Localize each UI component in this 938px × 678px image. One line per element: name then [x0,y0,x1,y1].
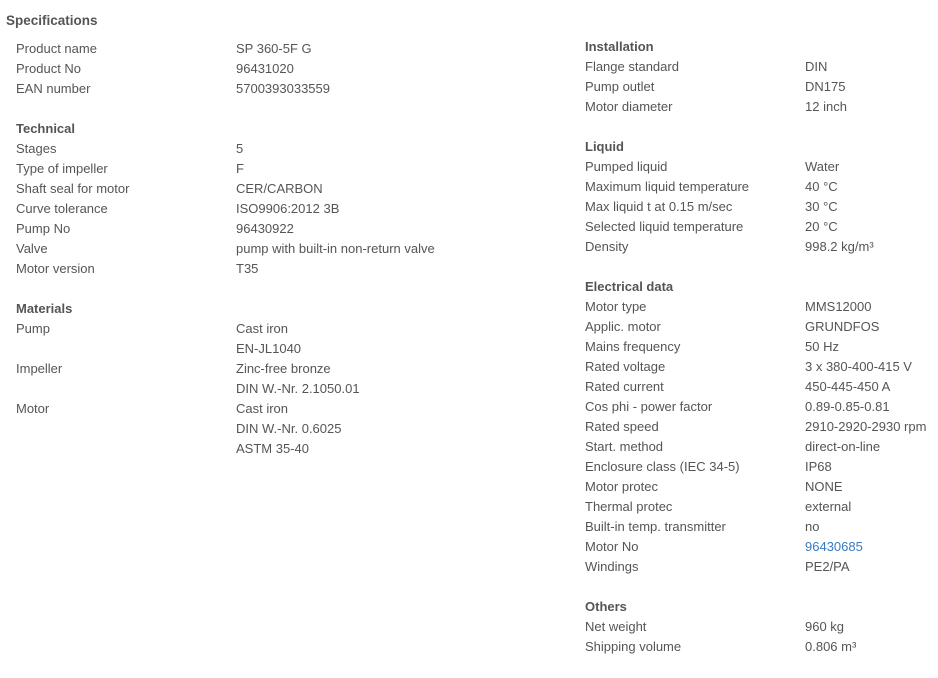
spec-value: CER/CARBON [236,181,323,196]
spec-label: Valve [16,241,48,256]
spec-value: 50 Hz [805,339,839,354]
spec-label: Pump No [16,221,71,236]
spec-value: 3 x 380-400-415 V [805,359,912,374]
spec-label: Max liquid t at 0.15 m/sec [585,199,733,214]
spec-value: ASTM 35-40 [236,441,309,456]
spec-label: Motor diameter [585,99,673,114]
section-heading-technical: Technical [16,121,76,136]
spec-value: 450-445-450 A [805,379,891,394]
spec-value: Water [805,159,840,174]
spec-label: Density [585,239,629,254]
spec-label: Motor type [585,299,647,314]
spec-label: Impeller [16,361,63,376]
section-heading-installation: Installation [585,39,654,54]
spec-value: DIN W.-Nr. 2.1050.01 [236,381,360,396]
spec-label: Shipping volume [585,639,682,654]
spec-value: 0.89-0.85-0.81 [805,399,890,414]
spec-label: Net weight [585,619,647,634]
spec-value: 20 °C [805,219,838,234]
spec-value: 998.2 kg/m³ [805,239,874,254]
spec-value: Cast iron [236,401,289,416]
spec-value: 96430922 [236,221,294,236]
motor-no-link[interactable]: 96430685 [805,539,863,554]
section-heading-electrical: Electrical data [585,279,674,294]
spec-label: Rated speed [585,419,659,434]
page-title: Specifications [6,13,98,28]
spec-label: Selected liquid temperature [585,219,744,234]
spec-value: 960 kg [805,619,845,634]
spec-label: Pump [16,321,50,336]
spec-label: Rated voltage [585,359,666,374]
spec-label: Maximum liquid temperature [585,179,750,194]
spec-value: 5 [236,141,244,156]
spec-value: F [236,161,244,176]
spec-label: Stages [16,141,57,156]
spec-value: PE2/PA [805,559,850,574]
spec-label: Curve tolerance [16,201,108,216]
spec-value: ISO9906:2012 3B [236,201,340,216]
spec-value: GRUNDFOS [805,319,880,334]
spec-value: DN175 [805,79,846,94]
spec-label: Product No [16,61,82,76]
spec-label: Motor version [16,261,95,276]
spec-label: Flange standard [585,59,679,74]
spec-label: EAN number [16,81,91,96]
spec-value: DIN W.-Nr. 0.6025 [236,421,342,436]
spec-label: Pumped liquid [585,159,668,174]
section-heading-liquid: Liquid [585,139,624,154]
spec-value: 12 inch [805,99,847,114]
spec-label: Motor protec [585,479,658,494]
spec-label: Windings [585,559,639,574]
spec-label: Rated current [585,379,664,394]
spec-value: Cast iron [236,321,289,336]
spec-label: Enclosure class (IEC 34-5) [585,459,740,474]
spec-value: direct-on-line [805,439,881,454]
spec-label: Motor [16,401,50,416]
spec-value: pump with built-in non-return valve [236,241,435,256]
spec-value: Zinc-free bronze [236,361,331,376]
spec-value: 30 °C [805,199,838,214]
spec-label: Product name [16,41,97,56]
spec-label: Built-in temp. transmitter [585,519,726,534]
spec-value: NONE [805,479,843,494]
spec-label: Pump outlet [585,79,655,94]
spec-value: external [805,499,852,514]
section-heading-materials: Materials [16,301,73,316]
spec-value: 0.806 m³ [805,639,857,654]
section-heading-others: Others [585,599,627,614]
spec-value: SP 360-5F G [236,41,312,56]
spec-label: Mains frequency [585,339,681,354]
spec-label: Thermal protec [585,499,673,514]
spec-value: MMS12000 [805,299,872,314]
spec-label: Shaft seal for motor [16,181,130,196]
spec-value: DIN [805,59,828,74]
spec-label: Cos phi - power factor [585,399,713,414]
spec-label: Motor No [585,539,639,554]
spec-value: 40 °C [805,179,838,194]
spec-label: Applic. motor [585,319,661,334]
spec-label: Start. method [585,439,664,454]
spec-label: Type of impeller [16,161,108,176]
spec-value: 5700393033559 [236,81,330,96]
spec-value: IP68 [805,459,832,474]
spec-value: no [805,519,820,534]
spec-value: EN-JL1040 [236,341,302,356]
spec-value: 2910-2920-2930 rpm [805,419,927,434]
spec-value: T35 [236,261,259,276]
spec-value: 96431020 [236,61,294,76]
